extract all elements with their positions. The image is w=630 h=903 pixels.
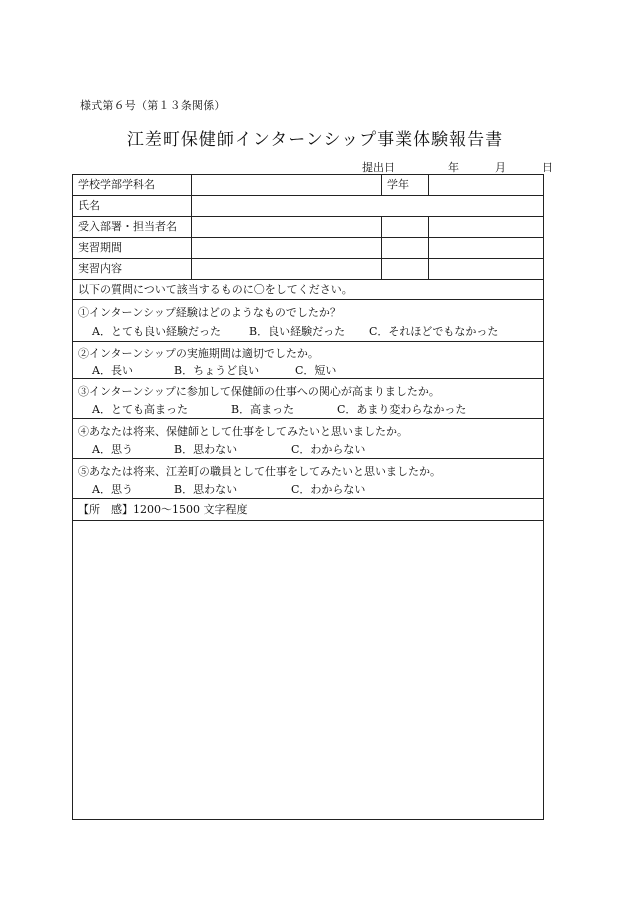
instruction-row [73,280,543,300]
answer-option-c[interactable]: C．それほどでもなかった [369,325,499,338]
impressions-label: 【所 感】1200～1500 文字程度 [78,503,248,516]
question-text: ⑤あなたは将来、江差町の職員として仕事をしてみたいと思いましたか。 [78,465,441,478]
content-field-3[interactable] [429,259,543,279]
page-title: 江差町保健師インターンシップ事業体験報告書 [126,130,504,150]
grade-label: 学年 [387,178,409,191]
month-label: 月 [495,161,506,174]
day-label: 日 [542,161,553,174]
period-row [73,238,543,259]
answer-option-c[interactable]: C．あまり変わらなかった [337,403,467,416]
answer-option-b[interactable]: B．思わない [174,483,238,496]
answer-option-a[interactable]: A．思う [92,443,133,456]
question-text: ①インターンシップ経験はどのようなものでしたか？ [78,306,341,319]
dept-field-1[interactable] [192,217,381,237]
question-text: ②インターンシップの実施期間は適切でしたか。 [78,347,319,360]
period-field-1[interactable] [192,238,381,258]
answer-option-c[interactable]: C．わからない [291,483,366,496]
content-field-2[interactable] [382,259,428,279]
question-block [73,459,543,499]
school-label: 学校学部学科名 [78,178,155,191]
answer-option-b[interactable]: B．高まった [231,403,295,416]
question-text: ③インターンシップに参加して保健師の仕事への関心が高まりましたか。 [78,385,440,398]
answer-option-a[interactable]: A．とても良い経験だった [92,325,221,338]
answer-option-c[interactable]: C．短い [295,364,337,377]
dept-field-2[interactable] [382,217,428,237]
grade-field[interactable] [429,175,543,195]
dept-row [73,217,543,238]
submission-date-row [360,159,553,174]
name-field[interactable] [192,196,543,216]
question-block [73,300,543,342]
question-block [73,379,543,419]
answer-option-a[interactable]: A．とても高まった [92,403,188,416]
content-row [73,259,543,280]
answer-option-c[interactable]: C．わからない [291,443,366,456]
answer-option-b[interactable]: B．良い経験だった [249,325,346,338]
period-field-3[interactable] [429,238,543,258]
period-label: 実習期間 [78,241,122,254]
answer-option-b[interactable]: B．思わない [174,443,238,456]
year-label: 年 [448,161,459,174]
report-form-table [72,174,544,820]
answer-option-b[interactable]: B．ちょうど良い [174,364,260,377]
name-row [73,196,543,217]
impressions-text-area[interactable] [73,521,543,819]
instruction-text: 以下の質問について該当するものに〇をしてください。 [78,283,353,296]
dept-field-3[interactable] [429,217,543,237]
content-label: 実習内容 [78,262,122,275]
content-field-1[interactable] [192,259,381,279]
impressions-header-row [73,499,543,521]
answer-option-a[interactable]: A．思う [92,483,133,496]
question-block [73,419,543,459]
school-row [73,175,543,196]
school-field[interactable] [192,175,381,195]
dept-label: 受入部署・担当者名 [78,220,177,233]
period-field-2[interactable] [382,238,428,258]
name-label: 氏名 [78,199,100,212]
question-text: ④あなたは将来、保健師として仕事をしてみたいと思いましたか。 [78,425,408,438]
form-reference: 様式第６号（第１３条関係） [80,99,226,112]
answer-option-a[interactable]: A．長い [92,364,133,377]
submission-date-label: 提出日 [362,161,395,174]
question-block [73,342,543,379]
